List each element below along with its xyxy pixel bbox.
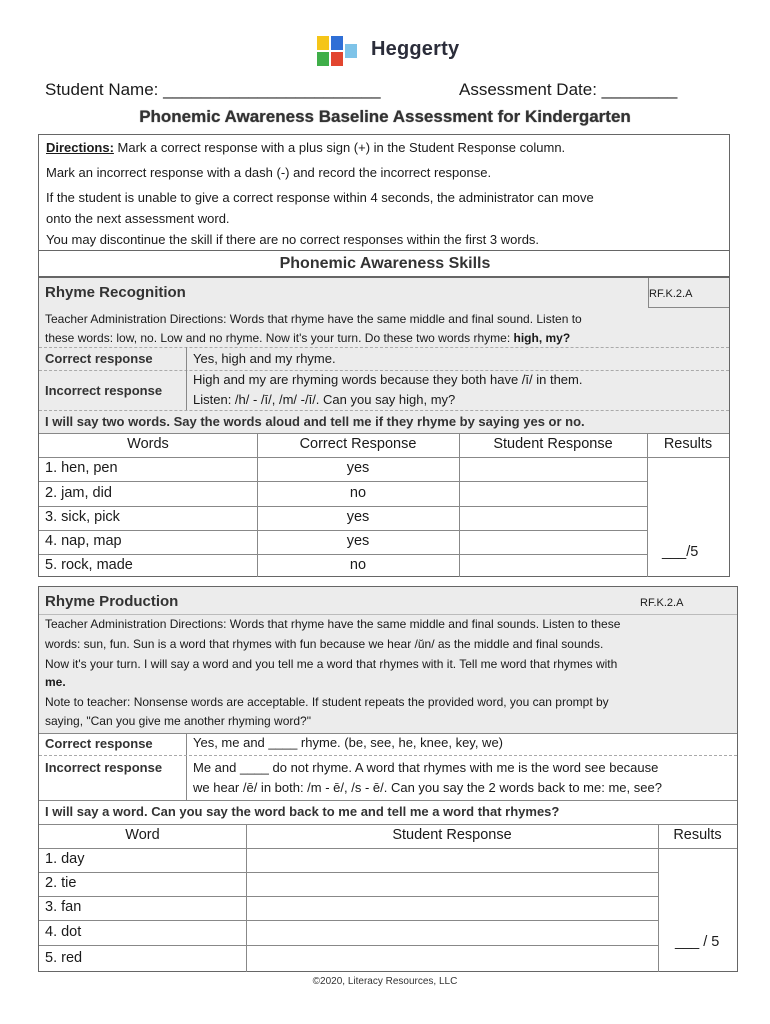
rp-row-5-word: 5. red — [45, 950, 83, 966]
rp-score: ___ / 5 — [675, 934, 720, 950]
rp-row-rule-3 — [39, 920, 658, 921]
skills-heading: Phonemic Awareness Skills — [279, 255, 491, 272]
rp-col-student: Student Response — [392, 827, 512, 843]
rr-row-3-correct: yes — [346, 509, 370, 525]
rr-row-rule-3 — [39, 530, 647, 531]
heggerty-logo — [317, 36, 460, 66]
rp-admin-line-2: words: sun, fun. Sun is a word that rhymes with fun because we hear /ŭn/ as the middle and final sounds. — [45, 637, 604, 651]
directions-line-1 — [46, 139, 565, 157]
directions-line-4: onto the next assessment word. — [46, 211, 230, 226]
page-title: Phonemic Awareness Baseline Assessment for Kindergarten — [139, 107, 631, 126]
rr-incorrect-label: Incorrect response — [45, 383, 163, 398]
rp-correct-text: Yes, me and ____ rhyme. (be, see, he, knee, key, we) — [193, 735, 504, 750]
rp-table-top — [39, 824, 737, 825]
rp-note-line-1: Note to teacher: Nonsense words are acceptable. If student repeats the provided word, you can prompt by — [45, 695, 609, 709]
rr-col-student: Student Response — [493, 436, 613, 452]
rr-admin-line-1: Teacher Administration Directions: Words that rhyme have the same middle and final sound. Listen to — [45, 312, 582, 326]
directions-box — [38, 134, 730, 251]
rr-col-results: Results — [663, 436, 713, 452]
rr-row-5-word: 5. rock, made — [45, 557, 133, 573]
rp-correct-label: Correct response — [45, 736, 153, 751]
rr-col-correct: Correct Response — [299, 436, 417, 452]
rr-row-rule-2 — [39, 506, 647, 507]
rp-admin-line-1: Teacher Administration Directions: Words that rhyme have the same middle and final sounds. Listen to these — [45, 617, 621, 631]
rp-prompt: I will say a word. Can you say the word back to me and tell me a word that rhymes? — [45, 804, 560, 819]
rr-col-divider-2 — [459, 433, 460, 577]
skills-heading-bar — [38, 251, 730, 277]
rr-col-divider-1 — [257, 433, 258, 577]
directions-line-2: Mark an incorrect response with a dash (-) and record the incorrect response. — [46, 165, 492, 180]
rp-incorrect-line-2: we hear /ē/ in both: /m - ē/, /s - ē/. Can you say the 2 words back to me: me, see? — [193, 780, 662, 795]
rp-admin-line-4: me. — [45, 675, 66, 689]
rr-row-2-word: 2. jam, did — [45, 485, 112, 501]
student-name-field: Student Name: _______________________ — [45, 80, 381, 99]
standard-divider-bottom — [648, 307, 729, 308]
rp-divider-2 — [39, 800, 737, 801]
logo-wordmark: Heggerty — [371, 38, 460, 60]
rp-col-divider-1 — [246, 824, 247, 972]
rr-correct-text: Yes, high and my rhyme. — [193, 351, 336, 366]
rp-col-divider-2 — [658, 824, 659, 972]
rr-score: ___/5 — [662, 544, 699, 560]
rp-admin-line-3: Now it's your turn. I will say a word and you tell me a word that rhymes with it. Tell me word that rhymes with — [45, 657, 618, 671]
directions-text-1: Mark a correct response with a plus sign (+) in the Student Response column. — [113, 140, 566, 155]
rr-divider-3 — [39, 410, 729, 411]
rp-row-rule-1 — [39, 872, 658, 873]
rr-header-rule — [39, 457, 729, 458]
rr-row-5-correct: no — [349, 557, 367, 573]
rr-admin-line-2-text: these words: low, no. Low and no rhyme. Now it's your turn. Do these two words rhyme: — [45, 331, 514, 345]
rr-correct-label: Correct response — [45, 351, 153, 366]
rr-label-divider — [186, 347, 187, 410]
rr-row-1-word: 1. hen, pen — [45, 460, 118, 476]
copyright-footer: ©2020, Literacy Resources, LLC — [312, 976, 458, 987]
rr-prompt: I will say two words. Say the words aloud and tell me if they rhyme by saying yes or no. — [45, 414, 585, 429]
rp-col-word: Word — [125, 827, 160, 843]
rr-row-3-word: 3. sick, pick — [45, 509, 120, 525]
rr-admin-line-2-bold: high, my? — [513, 331, 571, 345]
rr-table-top — [39, 433, 729, 434]
rp-row-4-word: 4. dot — [45, 924, 82, 940]
rp-row-1-word: 1. day — [45, 851, 85, 867]
rr-incorrect-line-1: High and my are rhyming words because they both have /ī/ in them. — [193, 372, 583, 387]
rp-note-line-2: saying, "Can you give me another rhyming word?" — [45, 714, 311, 728]
rp-incorrect-line-1: Me and ____ do not rhyme. A word that rhymes with me is the word see because — [193, 760, 659, 775]
rp-header-rule — [39, 848, 737, 849]
rhyme-production-standard: RF.K.2.A — [640, 597, 684, 609]
rr-row-4-correct: yes — [346, 533, 370, 549]
directions-line-5: You may discontinue the skill if there are no correct responses within the first 3 words. — [46, 232, 540, 247]
rr-divider-1 — [39, 347, 729, 348]
rp-row-2-word: 2. tie — [45, 875, 77, 891]
directions-line-3: If the student is unable to give a correct response within 4 seconds, the administrator can move — [46, 190, 594, 205]
logo-block-red — [331, 52, 343, 66]
rp-row-rule-2 — [39, 896, 658, 897]
rr-row-4-word: 4. nap, map — [45, 533, 122, 549]
rp-shade-bottom — [39, 733, 737, 734]
rp-row-3-word: 3. fan — [45, 899, 82, 915]
rhyme-recognition-title: Rhyme Recognition — [45, 284, 186, 301]
logo-block-green — [317, 52, 329, 66]
rp-label-divider — [186, 733, 187, 800]
directions-label: Directions: — [46, 140, 114, 155]
rr-row-rule-4 — [39, 554, 647, 555]
rp-row-rule-4 — [39, 945, 658, 946]
rp-incorrect-label: Incorrect response — [45, 760, 163, 775]
rr-admin-line-2 — [45, 329, 570, 347]
rr-col-words: Words — [127, 436, 169, 452]
rr-row-rule-1 — [39, 481, 647, 482]
rp-divider-1 — [39, 755, 737, 756]
rr-row-1-correct: yes — [346, 460, 370, 476]
logo-block-yellow — [317, 36, 329, 50]
rhyme-recognition-standard: RF.K.2.A — [649, 288, 693, 300]
logo-block-lightblue — [345, 44, 357, 58]
rr-col-divider-3 — [647, 433, 648, 577]
rr-row-2-correct: no — [349, 485, 367, 501]
logo-block-blue — [331, 36, 343, 50]
rr-divider-2 — [39, 370, 729, 371]
rp-col-results: Results — [673, 827, 722, 843]
rhyme-production-title: Rhyme Production — [45, 593, 179, 610]
assessment-date-field: Assessment Date: ________ — [459, 80, 678, 99]
rr-incorrect-line-2: Listen: /h/ - /ī/, /m/ -/ī/. Can you say high, my? — [193, 392, 456, 407]
